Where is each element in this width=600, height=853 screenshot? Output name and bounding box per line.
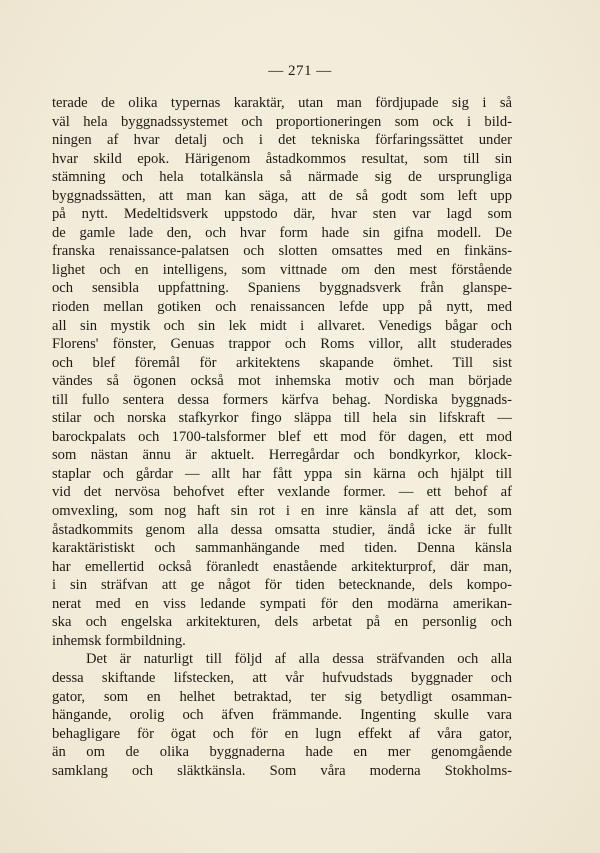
text-line: behagligare för ögat och för en lugn effekt af våra gator, — [52, 725, 512, 742]
text-line: dessa skiftande lifstecken, att vår hufvudstads byggnader och — [52, 669, 512, 686]
text-line: hvar skild epok. Härigenom åstadkommos resultat, som till sin — [52, 150, 512, 167]
text-line: karaktäristiskt och sammanhängande med tiden. Denna känsla — [52, 540, 512, 557]
text-line: Florens' fönster, Genuas trappor och Roms villor, allt studerades — [52, 336, 512, 353]
text-line: ska och engelska arkitekturen, dels arbetat på en personlig och — [52, 614, 512, 631]
paragraph-2 — [52, 650, 512, 780]
body-text — [52, 94, 512, 780]
text-line: vid det nervösa behofvet efter vexlande former. — ett behof af — [52, 484, 512, 501]
paragraph-1 — [52, 94, 512, 650]
text-line: lighet och en intelligens, som vittnade om den mest förstående — [52, 261, 512, 278]
text-line: Det är naturligt till följd af alla dessa sträfvanden och alla — [86, 651, 512, 668]
text-line: inhemsk formbildning. — [52, 632, 186, 649]
text-line: ningen af hvar detalj och i det tekniska förfaringssättet under — [52, 132, 512, 149]
text-line: omvexling, som nog haft sin rot i en inre känsla af att det, som — [52, 503, 512, 520]
text-line: staplar och gårdar — allt har fått yppa sin kärna och hjälpt till — [52, 465, 512, 482]
text-line: åstadkommits genom alla dessa omsatta studier, ändå icke är fullt — [52, 521, 512, 538]
text-line: och sensibla uppfattning. Spaniens byggnadsverk från glanspe- — [52, 280, 512, 297]
text-line: all sin mystik och sin lek midt i allvaret. Venedigs bågar och — [52, 317, 512, 334]
text-line: vändes så ögonen också mot inhemska motiv och man började — [52, 373, 512, 390]
text-line: samklang och släktkänsla. Som våra moderna Stokholms- — [52, 762, 512, 779]
text-line: stilar och norska stafkyrkor fingo släppa till hela sin lifskraft — — [52, 410, 512, 427]
text-line: till fullo sentera dessa formers kärfva behag. Nordiska byggnads- — [52, 391, 512, 408]
text-line: franska renaissance-palatsen och slotten omsattes med en finkäns- — [52, 243, 512, 260]
text-line: byggnadssätten, att man kan säga, att de så godt som left upp — [52, 187, 512, 204]
text-line: gator, som en helhet betraktad, ter sig betydligt osamman- — [52, 688, 512, 705]
text-line: de gamle lade den, och hvar form hade sin gifna modell. De — [52, 224, 512, 241]
text-line: väl hela byggnadssystemet och proportioneringen som ock i bild- — [52, 113, 512, 130]
text-line: och blef föremål för arkitektens skapande ömhet. Till sist — [52, 354, 512, 371]
text-line: stämning och hela totalkänsla så närmade sig de ursprungliga — [52, 169, 512, 186]
text-line: än om de olika byggnaderna hade en mer genomgående — [52, 744, 512, 761]
text-line: på nytt. Medeltidsverk uppstodo där, hvar sten var lagd som — [52, 206, 512, 223]
text-line: har emellertid också föranledt enastående arkitekturprof, där man, — [52, 558, 512, 575]
text-line: terade de olika typernas karaktär, utan man fördjupade sig i så — [52, 95, 512, 111]
page-number: — 271 — — [268, 63, 332, 79]
text-line: hängande, orolig och äfven främmande. Ingenting skulle vara — [52, 707, 512, 724]
text-line: som nästan ännu är aktuelt. Herregårdar och bondkyrkor, klock- — [52, 447, 512, 464]
text-line: nerat med en viss ledande sympati för den modärna amerikan- — [52, 595, 512, 612]
text-line: i sin sträfvan att ge något för tiden betecknande, dels kompo- — [52, 577, 512, 594]
text-line: rioden mellan gotiken och renaissancen lefde upp på nytt, med — [52, 299, 512, 316]
text-line: barockpalats och 1700-talsformer blef ett mod för dagen, ett mod — [52, 428, 512, 445]
